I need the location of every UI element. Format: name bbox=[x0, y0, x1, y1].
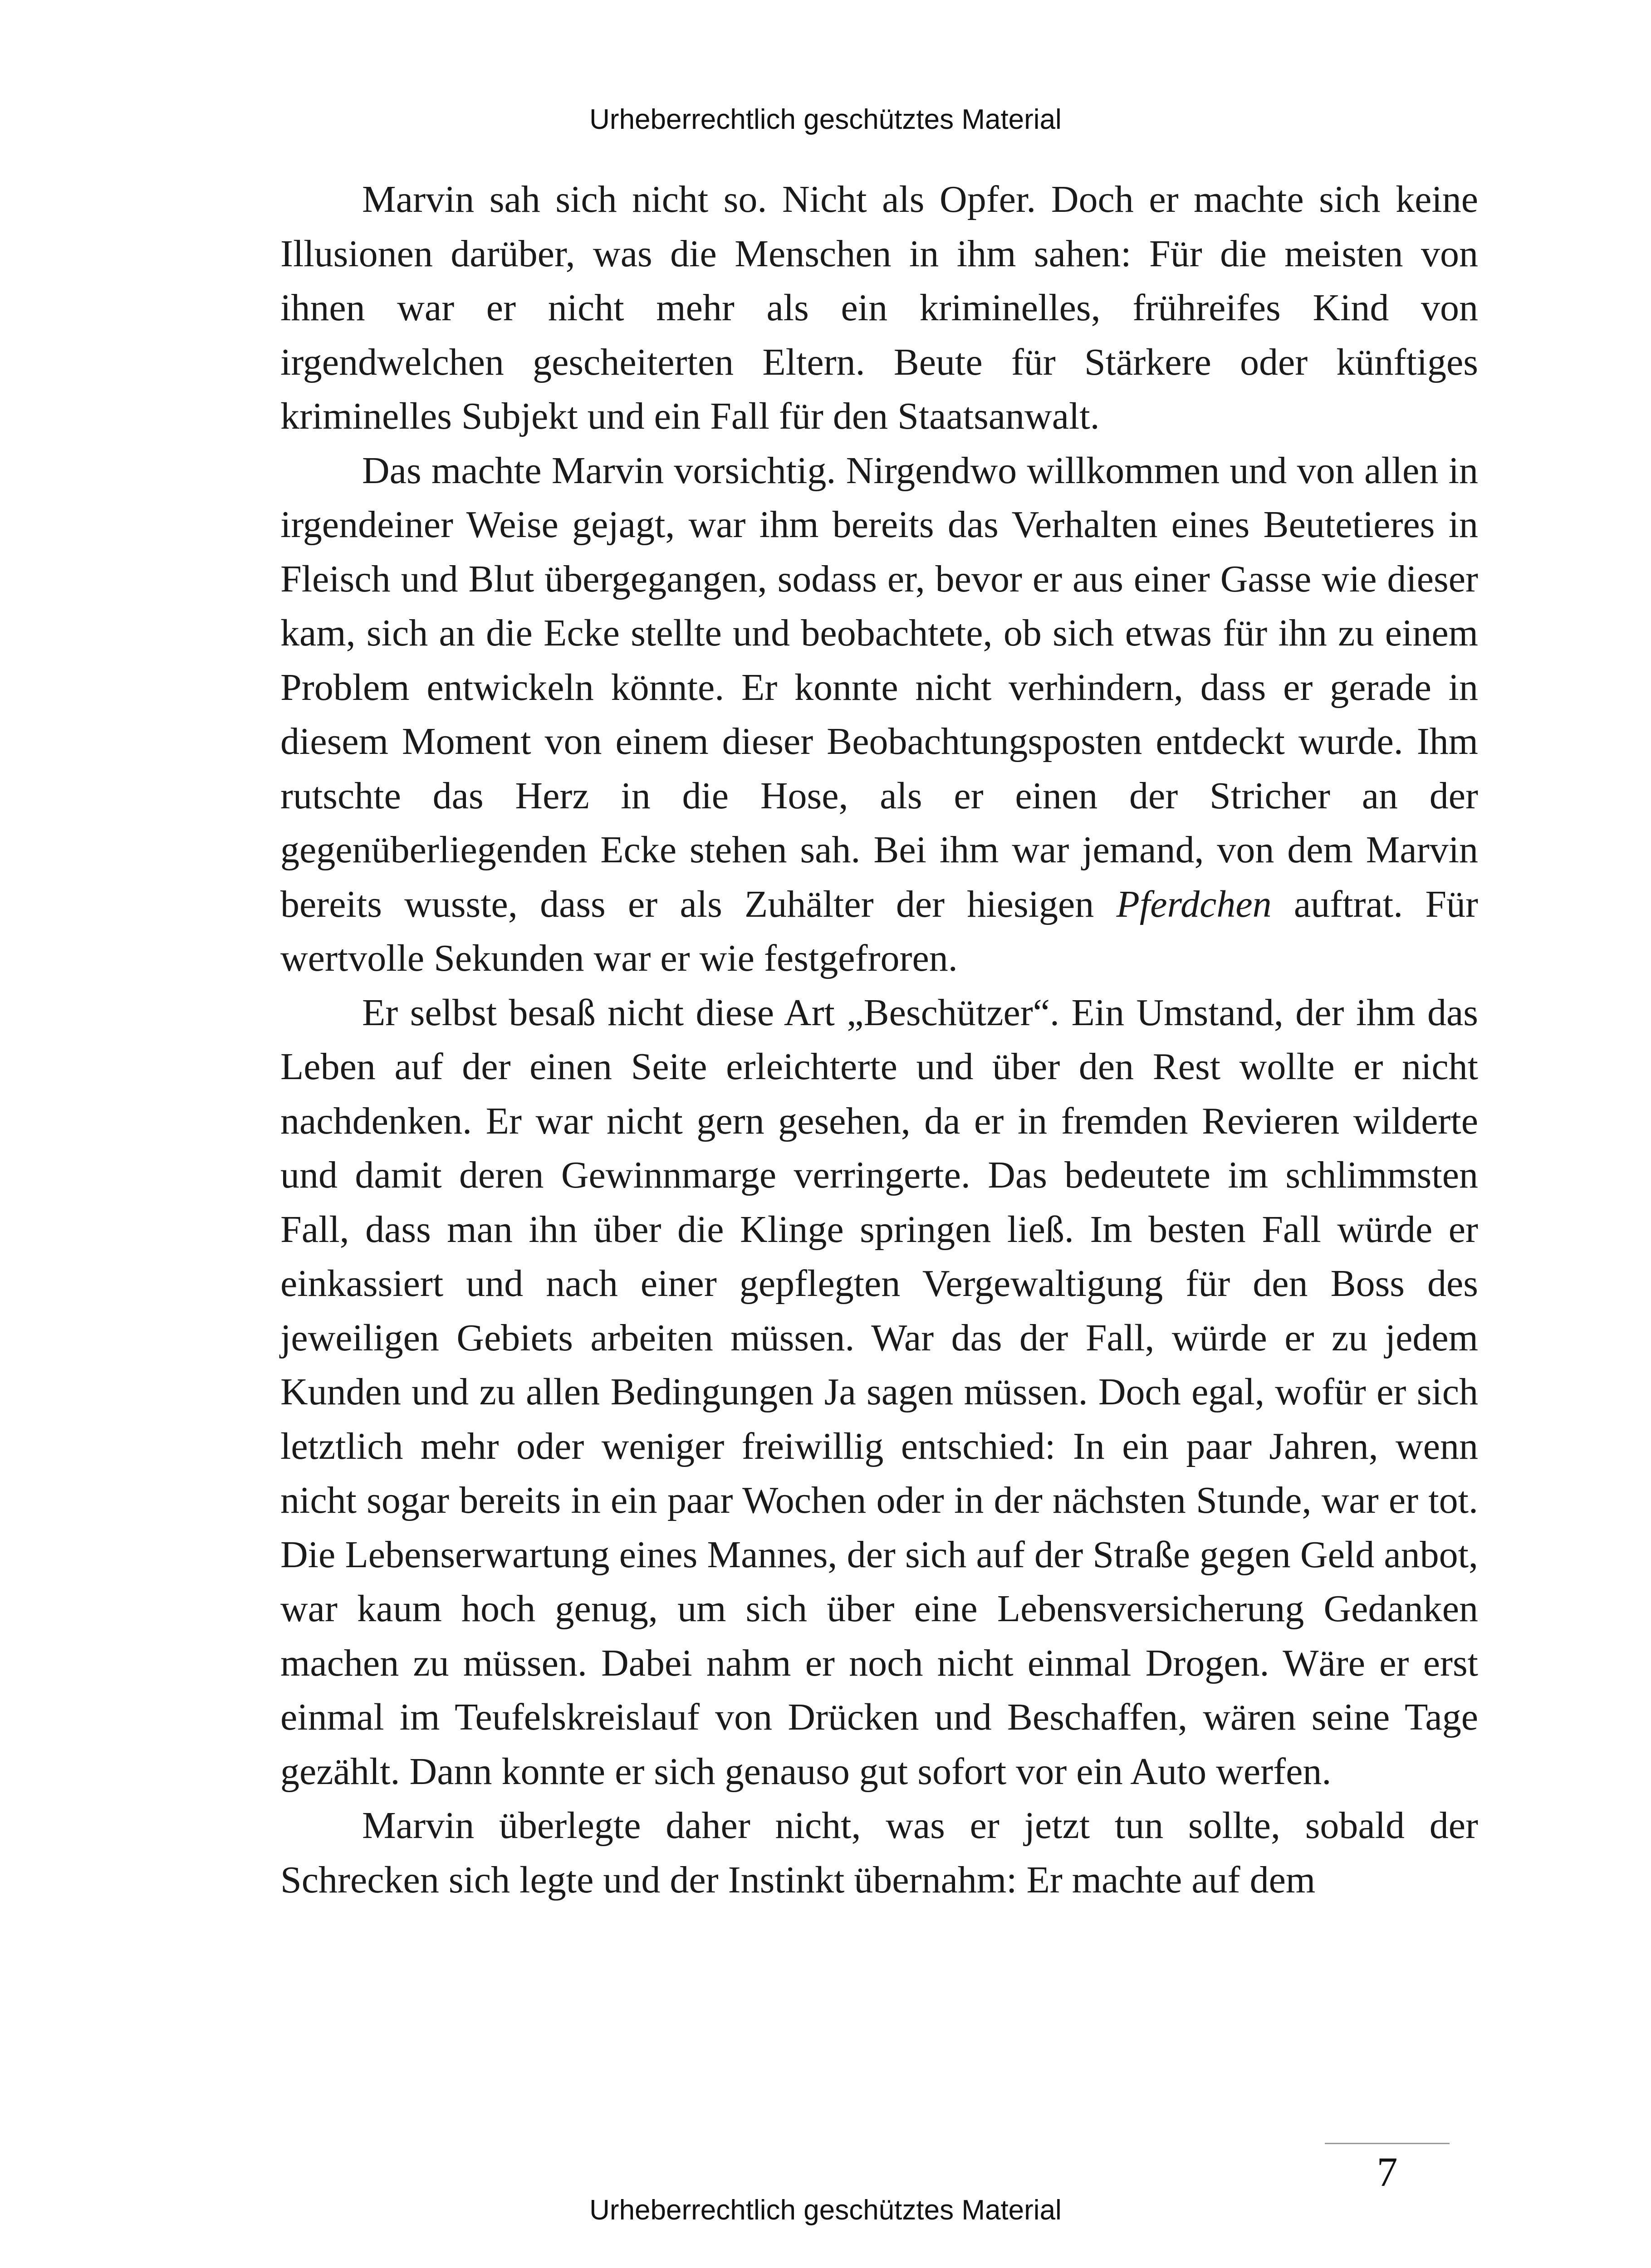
watermark-bottom: Urheberrechtlich geschütztes Material bbox=[589, 2195, 1062, 2226]
paragraph-3: Er selbst besaß nicht diese Art „Beschützer“. Ein Umstand, der ihm das Leben auf der einen Seite erleichterte und über den Rest wollte er nicht nachdenken. Er war nicht gern gesehen, da er in fremden Revieren wilderte und damit deren Gewinnmarge verringerte. Das bedeutete im schlimmsten Fall, dass man ihn über die Klinge springen ließ. Im besten Fall würde er einkassiert und nach einer gepflegten Vergewaltigung für den Boss des jeweiligen Gebiets arbeiten müssen. War das der Fall, würde er zu jedem Kunden und zu allen Bedingungen Ja sagen müssen. Doch egal, wofür er sich letztlich mehr oder weniger freiwillig entschied: In ein paar Jahren, wenn nicht sogar bereits in ein paar Wochen oder in der nächsten Stunde, war er tot. Die Lebenserwartung eines Mannes, der sich auf der Straße gegen Geld anbot, war kaum hoch genug, um sich über eine Lebensversicherung Gedanken machen zu müssen. Dabei nahm er noch nicht einmal Drogen. Wäre er erst einmal im Teufelskreislauf von Drücken und Beschaffen, wären seine Tage gezählt. Dann konnte er sich genauso gut sofort vor ein Auto werfen. bbox=[280, 991, 1478, 1793]
watermark-top: Urheberrechtlich geschütztes Material bbox=[589, 104, 1062, 135]
paragraph-2-text: Das machte Marvin vorsichtig. Nirgendwo willkommen und von allen in irgendeiner Weise gejagt, war ihm bereits das Verhalten eines Beutetieres in Fleisch und Blut übergegangen, sodass er, bevor er aus einer Gasse wie dieser kam, sich an die Ecke stellte und beobachtete, ob sich etwas für ihn zu einem Problem entwickeln könnte. Er konnte nicht verhindern, dass er gerade in diesem Moment von einem dieser Beobachtungsposten entdeckt wurde. Ihm rutschte das Herz in die Hose, als er einen der Stricher an der gegenüberliegenden Ecke stehen sah. Bei ihm war jemand, von dem Marvin bereits wusste, dass er als Zuhälter der hiesigen bbox=[280, 449, 1478, 925]
paragraph-2 bbox=[280, 444, 1478, 986]
body-text bbox=[280, 172, 1478, 1907]
page-number: 7 bbox=[1377, 2149, 1398, 2195]
paragraph-2-italic: Pferdchen bbox=[1116, 883, 1272, 925]
paragraph-2-tail: auftrat. Für wertvolle Sekunden war er wie festgefroren. bbox=[280, 883, 1479, 979]
footer-rule bbox=[1325, 2143, 1450, 2144]
paragraph-1: Marvin sah sich nicht so. Nicht als Opfer. Doch er machte sich keine Illusionen darüber, was die Menschen in ihm sahen: Für die meisten von ihnen war er nicht mehr als ein kriminelles, frühreifes Kind von irgendwelchen gescheiterten Eltern. Beute für Stärkere oder künftiges kriminelles Subjekt und ein Fall für den Staatsanwalt. bbox=[280, 178, 1478, 437]
paragraph-4: Marvin überlegte daher nicht, was er jetzt tun sollte, sobald der Schrecken sich legte und der Instinkt übernahm: Er machte auf dem bbox=[280, 1804, 1478, 1901]
